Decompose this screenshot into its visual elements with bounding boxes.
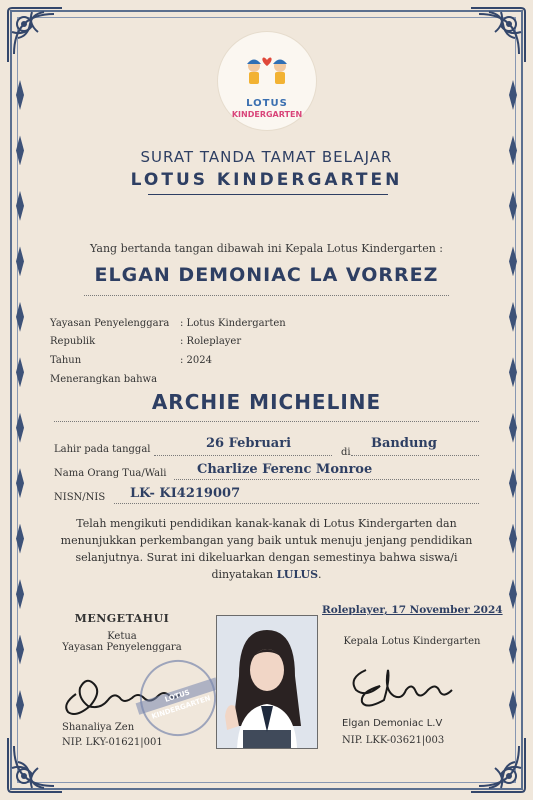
corner-ornament-bottom-right (467, 734, 529, 796)
logo-text-kindergarten: KINDERGARTEN (231, 110, 303, 119)
principal-name-dotted-line (84, 295, 449, 296)
detail-label: di (341, 447, 351, 458)
principal-signer-nip: NIP. LKK-03621|003 (342, 735, 445, 746)
student-name-dotted-line (54, 421, 479, 422)
foundation-role-detail: Yayasan Penyelenggara (62, 642, 182, 653)
title-underline (148, 194, 388, 195)
foundation-role: Ketua (107, 631, 137, 642)
mengetahui-heading: MENGETAHUI (74, 612, 170, 625)
foundation-signer-name: Shanaliya Zen (62, 722, 135, 733)
school-logo (218, 32, 316, 130)
principal-signature-block (322, 604, 502, 647)
info-value: : 2024 (180, 355, 212, 366)
corner-ornament-top-left (4, 4, 66, 66)
info-label: Yayasan Penyelenggara (50, 318, 170, 329)
corner-ornament-bottom-left (4, 734, 66, 796)
birth-date-value: 26 Februari (206, 436, 292, 451)
certificate-title: SURAT TANDA TAMAT BELAJAR (140, 148, 393, 166)
student-photo (216, 615, 318, 749)
corner-ornament-top-right (467, 4, 529, 66)
detail-label: Lahir pada tanggal (54, 444, 151, 455)
principal-role: Kepala Lotus Kindergarten (343, 636, 481, 647)
foundation-signature-block (42, 612, 202, 653)
children-illustration-icon (240, 54, 294, 90)
info-value: : Roleplayer (180, 336, 242, 347)
nisn-value: LK- KI4219007 (130, 486, 241, 501)
detail-row-nisn (54, 486, 479, 508)
foundation-signer-nip: NIP. LKY-01621|001 (62, 737, 163, 748)
school-name-title: LOTUS KINDERGARTEN (130, 170, 403, 190)
principal-signature (344, 660, 464, 712)
detail-label: Nama Orang Tua/Wali (54, 468, 167, 479)
graduation-statement: Telah mengikuti pendidikan kanak-kanak di Lotus Kindergarten dan menunjukkan perkembangan yang baik untuk menuju jenjang pendidikan selanjutnya. Surat ini dikeluarkan dengan semestinya bahwa siswa/i dinyatakan LULUS. (60, 517, 473, 581)
parent-name-value: Charlize Ferenc Monroe (197, 462, 373, 477)
info-label: Tahun (50, 355, 82, 366)
logo-text-lotus: LOTUS (246, 98, 288, 109)
issue-date: Roleplayer, 17 November 2024 (322, 604, 503, 616)
birth-place-value: Bandung (371, 436, 437, 451)
detail-row-parent (54, 462, 479, 484)
detail-label: NISN/NIS (54, 492, 106, 503)
student-portrait-image (217, 616, 317, 748)
stamp-text: LOTUS KINDERGARTEN (136, 677, 220, 714)
detail-row-birth (54, 438, 479, 460)
principal-name: ELGAN DEMONIAC LA VORREZ (94, 264, 439, 286)
intro-text: Yang bertanda tangan dibawah ini Kepala Lotus Kindergarten : (89, 242, 443, 255)
statement-text: Telah mengikuti pendidikan kanak-kanak di Lotus Kindergarten dan menunjukkan perkembangan yang baik untuk menuju jenjang pendidikan selanjutnya. Surat ini dikeluarkan dengan semestinya bahwa siswa/i dinyatakan (60, 517, 473, 581)
info-value: : Lotus Kindergarten (180, 318, 286, 329)
principal-signer-name: Elgan Demoniac L.V (342, 718, 443, 729)
student-name: ARCHIE MICHELINE (151, 390, 382, 414)
info-label: Republik (50, 336, 96, 347)
info-label: Menerangkan bahwa (50, 374, 158, 385)
graduation-status: LULUS (276, 568, 319, 581)
